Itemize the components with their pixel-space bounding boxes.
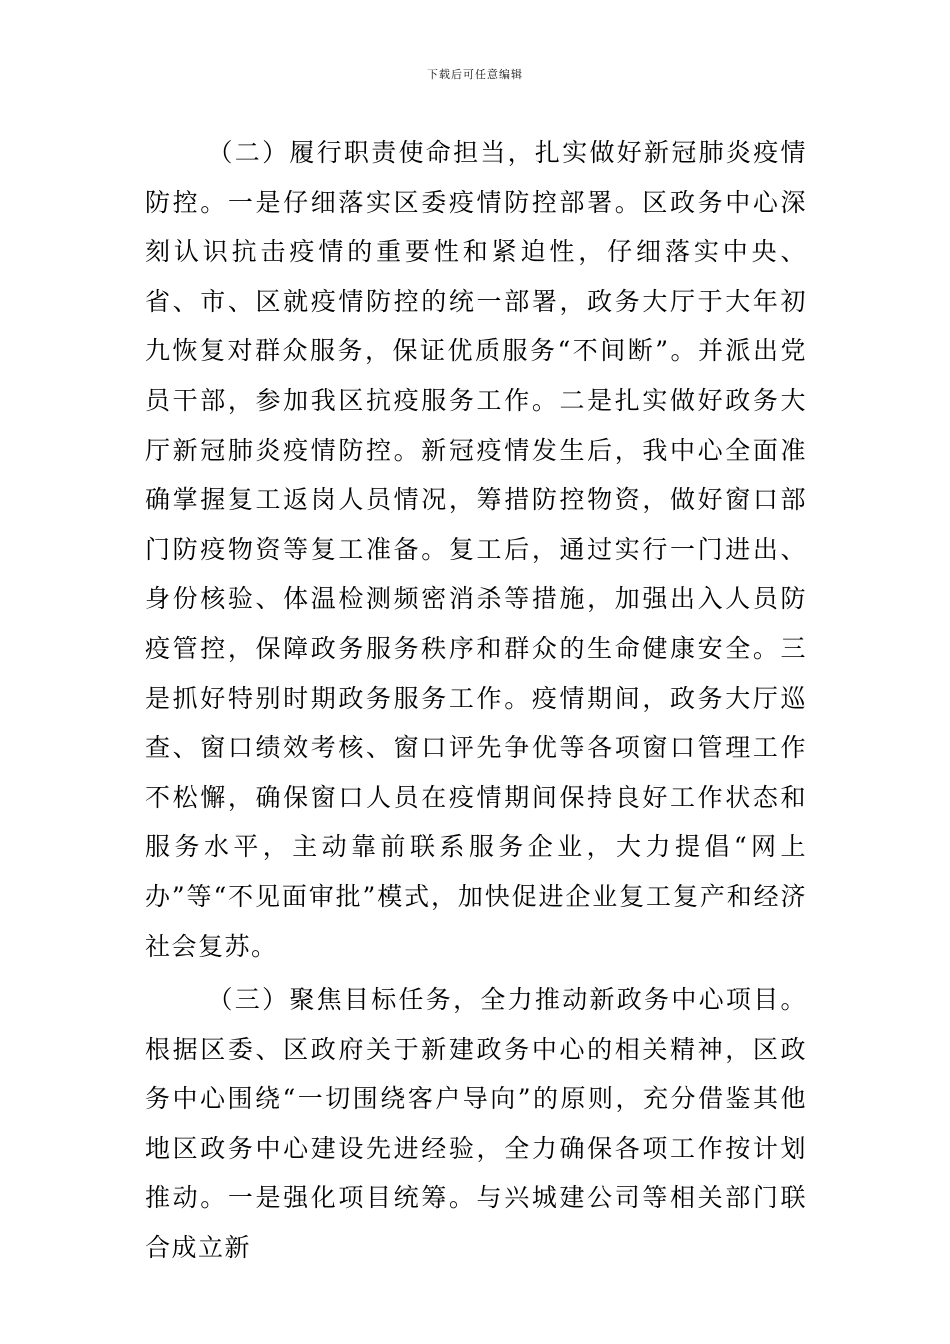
header-note: 下载后可任意编辑: [427, 68, 523, 81]
paragraph-epidemic-prevention: （二）履行职责使命担当，扎实做好新冠肺炎疫情防控。一是仔细落实区委疫情防控部署。区政务中心深刻认识抗击疫情的重要性和紧迫性，仔细落实中央、省、市、区就疫情防控的统一部署，政务大厅于大年初九恢复对群众服务，保证优质服务“不间断”。并派出党员干部，参加我区抗疫服务工作。二是扎实做好政务大厅新冠肺炎疫情防控。新冠疫情发生后，我中心全面准确掌握复工返岗人员情况，筹措防控物资，做好窗口部门防疫物资等复工准备。复工后，通过实行一门进出、身份核验、体温检测频密消杀等措施，加强出入人员防疫管控，保障政务服务秩序和群众的生命健康安全。三是抓好特别时期政务服务工作。疫情期间，政务大厅巡查、窗口绩效考核、窗口评先争优等各项窗口管理工作不松懈，确保窗口人员在疫情期间保持良好工作状态和服务水平，主动靠前联系服务企业，大力提倡“网上办”等“不见面审批”模式，加快促进企业复工复产和经济社会复苏。: [145, 138, 807, 961]
paragraph-new-center-project: （三）聚焦目标任务，全力推动新政务中心项目。根据区委、区政府关于新建政务中心的相关精神，区政务中心围绕“一切围绕客户导向”的原则，充分借鉴其他地区政务中心建设先进经验，全力确保各项工作按计划推动。一是强化项目统筹。与兴城建公司等相关部门联合成立新: [145, 985, 807, 1262]
